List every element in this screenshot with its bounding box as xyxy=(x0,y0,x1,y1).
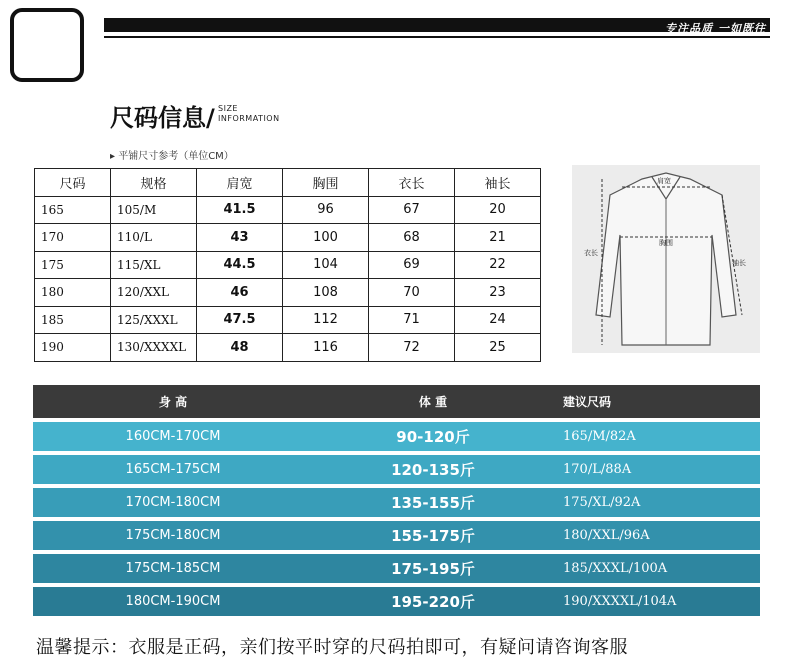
table-cell: 46 xyxy=(197,279,283,307)
recommend-size: 170/L/88A xyxy=(563,462,632,477)
table-cell: 185 xyxy=(35,306,111,334)
recommend-height: 165CM-175CM xyxy=(125,462,221,477)
size-table xyxy=(34,168,541,362)
header-height: 身 高 xyxy=(158,395,188,409)
table-cell: 96 xyxy=(283,196,369,224)
table-row xyxy=(35,224,541,252)
recommend-row xyxy=(33,554,760,583)
table-cell: 125/XXXL xyxy=(111,306,197,334)
table-row xyxy=(35,334,541,362)
header-rule xyxy=(104,36,770,38)
recommend-weight: 195-220斤 xyxy=(391,593,475,611)
page-title-en xyxy=(218,104,280,124)
recommend-table-body xyxy=(33,422,760,616)
table-cell: 175 xyxy=(35,251,111,279)
table-cell: 48 xyxy=(197,334,283,362)
table-cell: 116 xyxy=(283,334,369,362)
header-cell: 规格 xyxy=(111,169,197,197)
title-en-line2: INFORMATION xyxy=(218,114,280,123)
recommend-size: 165/M/82A xyxy=(563,429,636,444)
table-row xyxy=(35,279,541,307)
shirt-diagram xyxy=(572,165,760,353)
recommend-size: 190/XXXXL/104A xyxy=(563,594,677,609)
logo-frame xyxy=(10,8,84,82)
table-cell: 170 xyxy=(35,224,111,252)
table-cell: 165 xyxy=(35,196,111,224)
table-cell: 105/M xyxy=(111,196,197,224)
table-row xyxy=(35,251,541,279)
table-cell: 130/XXXXL xyxy=(111,334,197,362)
table-cell: 115/XL xyxy=(111,251,197,279)
table-cell: 190 xyxy=(35,334,111,362)
table-cell: 72 xyxy=(369,334,455,362)
sleeve-label: 袖长 xyxy=(732,259,746,267)
recommend-row xyxy=(33,587,760,616)
table-cell: 69 xyxy=(369,251,455,279)
table-cell: 112 xyxy=(283,306,369,334)
recommend-height: 160CM-170CM xyxy=(125,429,221,444)
header-cell: 尺码 xyxy=(35,169,111,197)
table-cell: 70 xyxy=(369,279,455,307)
recommend-weight: 120-135斤 xyxy=(391,461,475,479)
shoulder-label: 肩宽 xyxy=(657,177,671,185)
table-cell: 100 xyxy=(283,224,369,252)
table-cell: 104 xyxy=(283,251,369,279)
size-table-body xyxy=(35,196,541,361)
table-cell: 44.5 xyxy=(197,251,283,279)
table-cell: 71 xyxy=(369,306,455,334)
recommend-table xyxy=(33,385,760,616)
table-row xyxy=(35,196,541,224)
tip-text: 温馨提示：衣服是正码，亲们按平时穿的尺码拍即可，有疑问请咨询客服 xyxy=(36,637,628,658)
header-cell: 胸围 xyxy=(283,169,369,197)
recommend-row xyxy=(33,455,760,484)
table-cell: 20 xyxy=(455,196,541,224)
table-cell: 68 xyxy=(369,224,455,252)
header-size: 建议尺码 xyxy=(563,395,612,409)
header-cell: 衣长 xyxy=(369,169,455,197)
title-en-line1: SIZE xyxy=(218,104,238,113)
chest-label: 胸围 xyxy=(659,239,673,247)
recommend-size: 180/XXL/96A xyxy=(563,528,650,543)
table-row xyxy=(35,306,541,334)
recommend-height: 180CM-190CM xyxy=(125,594,221,609)
header-cell: 肩宽 xyxy=(197,169,283,197)
table-cell: 110/L xyxy=(111,224,197,252)
recommend-size: 185/XXXL/100A xyxy=(563,561,668,576)
table-cell: 67 xyxy=(369,196,455,224)
table-cell: 23 xyxy=(455,279,541,307)
recommend-height: 175CM-180CM xyxy=(125,528,221,543)
recommend-height: 175CM-185CM xyxy=(125,561,221,576)
recommend-table-header xyxy=(33,385,760,418)
recommend-height: 170CM-180CM xyxy=(125,495,221,510)
header-cell: 袖长 xyxy=(455,169,541,197)
table-cell: 108 xyxy=(283,279,369,307)
recommend-row xyxy=(33,521,760,550)
recommend-weight: 155-175斤 xyxy=(391,527,475,545)
slogan: 专注品质 一如既往 xyxy=(665,22,766,35)
unit-note: ▸ 平铺尺寸参考（单位CM） xyxy=(110,151,234,162)
table-cell: 25 xyxy=(455,334,541,362)
header-weight: 体 重 xyxy=(418,395,448,409)
recommend-row xyxy=(33,488,760,517)
table-cell: 41.5 xyxy=(197,196,283,224)
table-cell: 22 xyxy=(455,251,541,279)
size-table-header xyxy=(35,169,541,197)
recommend-weight: 90-120斤 xyxy=(396,428,470,446)
table-cell: 47.5 xyxy=(197,306,283,334)
page-title: 尺码信息/ xyxy=(110,104,215,132)
table-cell: 120/XXL xyxy=(111,279,197,307)
length-label: 衣长 xyxy=(584,249,598,257)
recommend-row xyxy=(33,422,760,451)
table-cell: 180 xyxy=(35,279,111,307)
recommend-size: 175/XL/92A xyxy=(563,495,641,510)
recommend-weight: 175-195斤 xyxy=(391,560,475,578)
table-cell: 43 xyxy=(197,224,283,252)
table-cell: 24 xyxy=(455,306,541,334)
recommend-weight: 135-155斤 xyxy=(391,494,475,512)
table-cell: 21 xyxy=(455,224,541,252)
